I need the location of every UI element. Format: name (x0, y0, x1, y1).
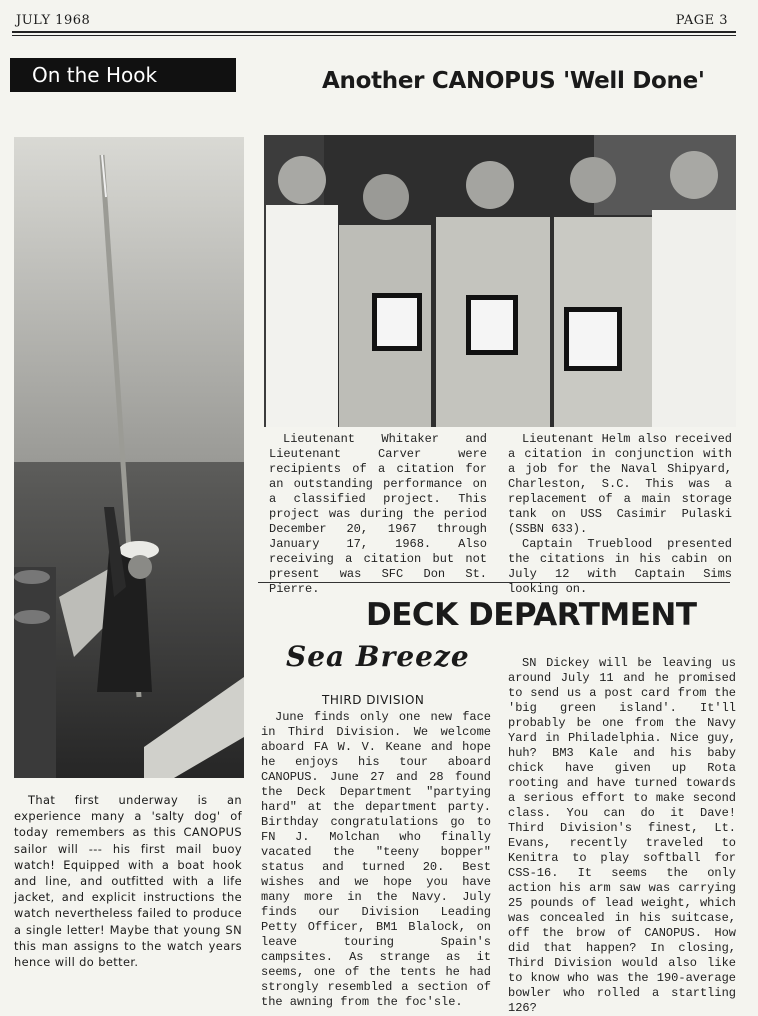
well-done-headline: Another CANOPUS 'Well Done' (322, 68, 705, 94)
header-rule-bottom (12, 35, 736, 36)
deck-text-1: June finds only one new face in Third Division. We welcome aboard FA W. V. Keane and hope he enjoys his tour aboard CANOPUS. June 27 and 28 found the Deck Department "partying hard" at the department party. Birthday congratulations go to FN J. Molchan who finally vacated the "teeny bopper" status and turned 20. Best wishes and we hope you have many more in the Navy. July finds our Division Leading Petty Officer, BM1 Blalock, on leave touring Spain's campsites. As strange as it seems, one of the tents he had strongly resembled a section of the awning from the foc'sle. (261, 710, 491, 1009)
issue-date: JULY 1968 (16, 13, 91, 28)
on-the-hook-title: On the Hook (32, 63, 158, 87)
deck-text-2: SN Dickey will be leaving us around July 11 and he promised to send us a post card from the 'big green island'. It'll probably be one from the Navy Yard in Philadelphia. Nice guy, huh? BM3 Kale and his baby chick have given up Rota rooting and have turned towards a serious effort to make second class. You can do it Dave! Third Division's finest, Lt. Evans, recently traveled to Kenitra to play softball for CSS-16. It seems the only action his arm saw was carrying 25 pounds of lead weight, which was concealed in his suitcase, off the brow of CANOPUS. How did that happen? In closing, Third Division would also like to know who was the 190-average bowler who rolled a startling 126? (508, 656, 736, 1015)
third-division-subhead: THIRD DIVISION (322, 693, 425, 707)
sailor-caption-text: That first underway is an experience many a 'salty dog' of today remembers as this CANOPUS sailor will --- his first mail buoy watch! Equipped with a boat hook and line, and outfitted with a life jacket, and explicit instructions the watch nevertheless failed to produce a single letter! Maybe that young SN this man assigns to the watch years hence will do better. (14, 793, 242, 970)
deck-column-2 (508, 656, 736, 1016)
well-done-text-2b: Captain Trueblood presented the citations in his cabin on July 12 with Captain Sims looking on. (508, 537, 732, 596)
well-done-text-1: Lieutenant Whitaker and Lieutenant Carver were recipients of a citation for an outstanding performance on a classified project. This project was during the period December 20, 1967 through January 17, 1968. Also receiving a citation but not present was SFC Don St. Pierre. (269, 432, 487, 596)
citation-ceremony-photo (264, 135, 736, 427)
deck-column-1 (261, 710, 491, 1010)
well-done-column-2 (508, 432, 732, 597)
on-the-hook-title-box (10, 58, 236, 92)
sailor-photo-caption (14, 792, 242, 970)
deck-department-title: DECK DEPARTMENT (366, 597, 697, 633)
well-done-column-1 (269, 432, 487, 597)
page-number: PAGE 3 (675, 13, 728, 28)
well-done-text-2a: Lieutenant Helm also received a citation in conjunction with a job for the Naval Shipyard, Charleston, S.C. This was a replacement of a main storage tank on USS Casimir Pulaski (SSBN 633). (508, 432, 732, 536)
sea-breeze-column-name: Sea Breeze (286, 640, 470, 673)
section-divider (258, 582, 730, 583)
sailor-mail-buoy-photo (14, 137, 244, 778)
header-rule-top (12, 31, 736, 33)
